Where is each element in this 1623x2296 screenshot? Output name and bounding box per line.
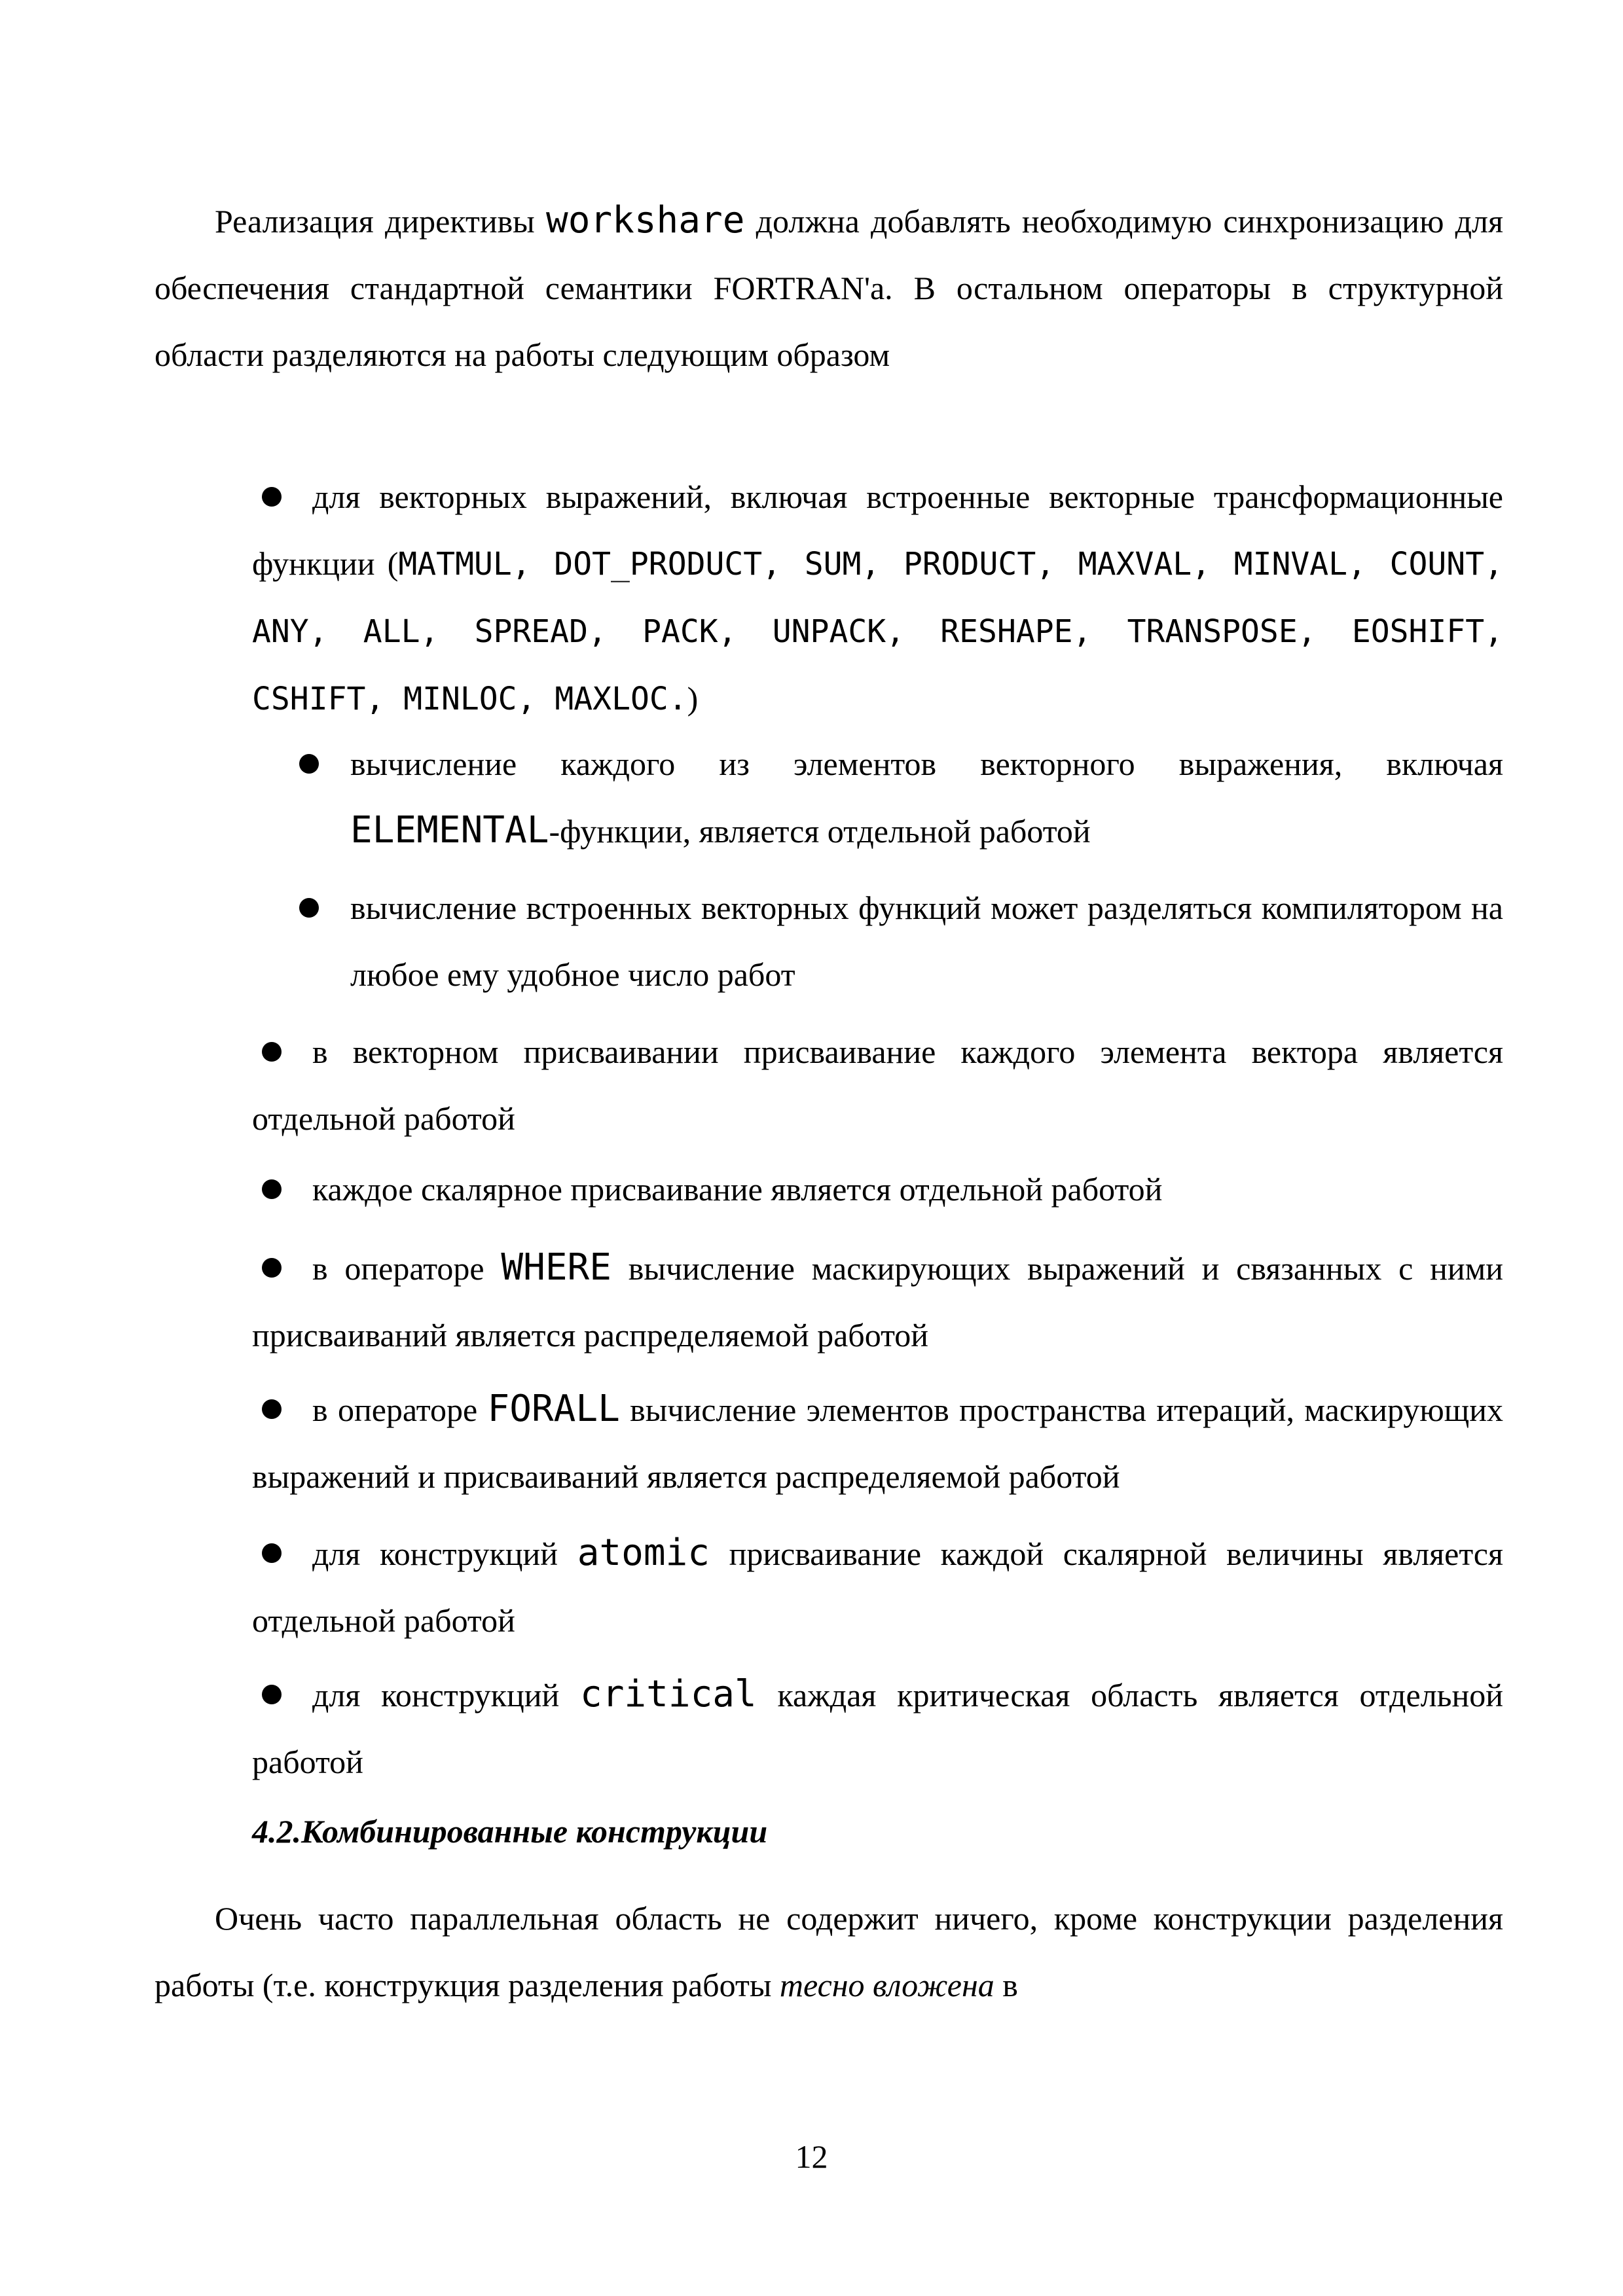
- code-forall: FORALL: [487, 1388, 620, 1430]
- item-text: ): [687, 680, 699, 717]
- list-item-sub-elements: [350, 730, 1503, 865]
- item-text: вычисление встроенных векторных функций может разделяться компилятором на любое ему удобное число работ: [350, 889, 1503, 993]
- intro-paragraph: [155, 187, 1503, 388]
- item-text: для конструкций: [312, 1677, 580, 1713]
- item-text: вычисление элементов пространства итераций, маскирующих выражений и присваиваний является распределяемой работой: [252, 1391, 1503, 1495]
- item-text: в векторном присваивании присваивание каждого элемента вектора является отдельной работой: [252, 1033, 1503, 1137]
- code-where: WHERE: [501, 1246, 611, 1289]
- item-text: каждое скалярное присваивание является отдельной работой: [312, 1171, 1163, 1208]
- item-text: вычисление каждого из элементов векторного выражения, включая: [350, 745, 1503, 782]
- list-item-sub-intrinsic: [350, 874, 1503, 1008]
- bullet-icon: [299, 754, 319, 774]
- section-text-1: Очень часто параллельная область не содержит ничего, кроме конструкции разделения работы (т.е. конструкция разделения работы: [155, 1900, 1503, 2003]
- item-text: -функции, является отдельной работой: [549, 813, 1091, 850]
- item-text: для векторных выражений, включая встроенные векторные трансформационные функции (: [252, 478, 1503, 582]
- list-item-vector-expr: [252, 463, 1503, 732]
- code-workshare: workshare: [545, 199, 745, 242]
- list-item-critical: [252, 1661, 1503, 1795]
- page-number: 12: [795, 2138, 828, 2175]
- list-item-vector-assign: [252, 1018, 1503, 1152]
- code-atomic: atomic: [577, 1532, 710, 1574]
- code-intrinsic-list: MATMUL, DOT_PRODUCT, SUM, PRODUCT, MAXVAL, MINVAL, COUNT, ANY, ALL, SPREAD, PACK, UNPACK, RESHAPE, TRANSPOSE, EOSHIFT, CSHIFT, MINLOC, MAXLOC.: [252, 546, 1503, 717]
- section-heading: 4.2.Комбинированные конструкции: [252, 1813, 768, 1850]
- intro-text-2: должна добавлять необходимую синхронизацию для обеспечения стандартной семантики FORTRAN'a. В остальном операторы в структурной области разделяются на работы следующим образом: [155, 203, 1504, 373]
- section-paragraph: [155, 1885, 1503, 2018]
- code-critical: critical: [580, 1673, 757, 1715]
- section-text-2: в: [994, 1967, 1018, 2003]
- item-text: в операторе: [312, 1391, 488, 1428]
- list-item-forall: [252, 1376, 1503, 1510]
- code-elemental: ELEMENTAL: [350, 809, 549, 852]
- section-emphasis: тесно вложена: [779, 1967, 994, 2003]
- intro-text-1: Реализация директивы: [215, 203, 546, 240]
- item-text: для конструкций: [312, 1535, 577, 1572]
- list-item-atomic: [252, 1520, 1503, 1654]
- item-text: присваивание каждой скалярной величины является отдельной работой: [252, 1535, 1503, 1639]
- item-text: вычисление маскирующих выражений и связанных с ними присваиваний является распределяемой работой: [252, 1250, 1504, 1354]
- list-item-scalar-assign: [252, 1156, 1503, 1223]
- bullet-icon: [299, 898, 319, 918]
- list-item-where: [252, 1234, 1503, 1369]
- item-text: каждая критическая область является отдельной работой: [252, 1677, 1503, 1780]
- item-text: в операторе: [312, 1250, 501, 1287]
